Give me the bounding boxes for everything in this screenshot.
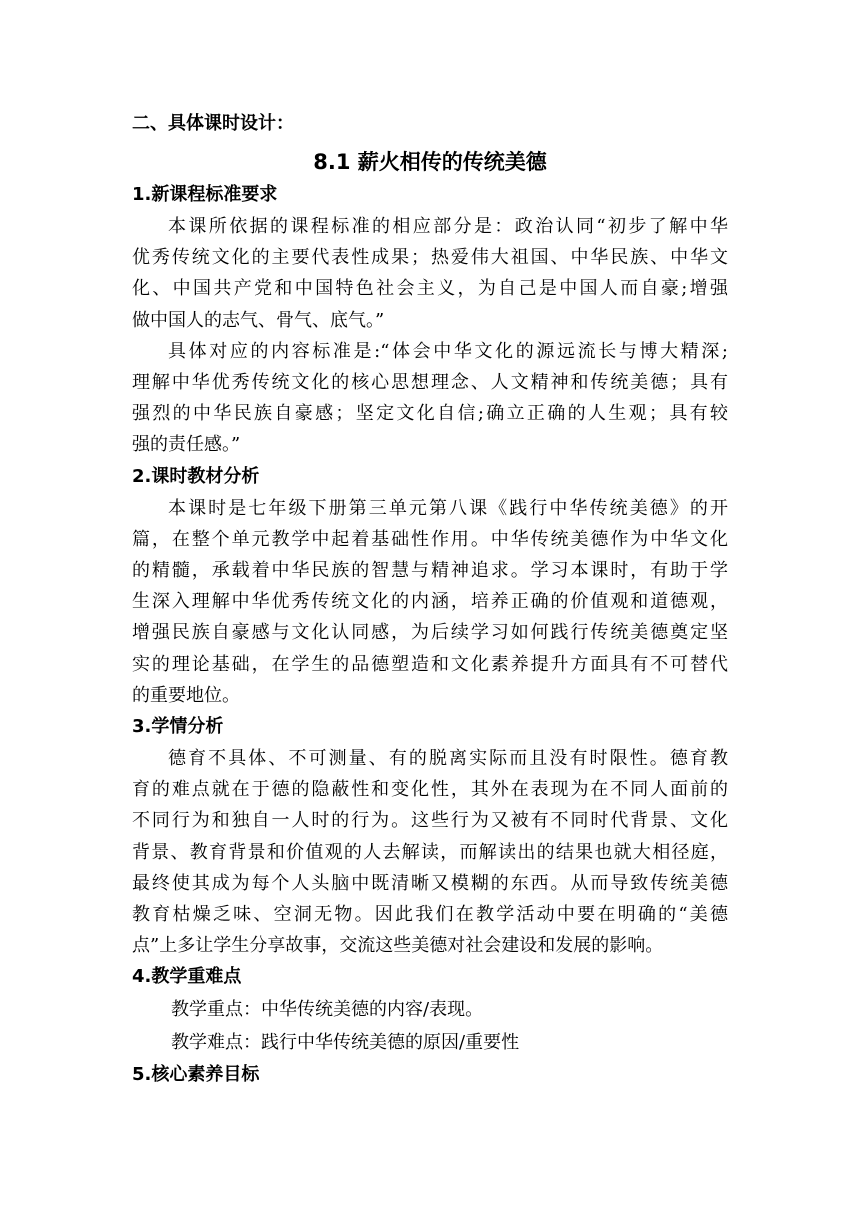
- paragraph-line: 教育枯燥乏味、空洞无物。因此我们在教学活动中要在明确的“美德: [132, 904, 728, 926]
- teaching-key-point: 教学重点：中华传统美德的内容/表现。: [171, 999, 484, 1021]
- paragraph-line: 生深入理解中华优秀传统文化的内涵，培养正确的价值观和道德观，: [132, 591, 728, 613]
- section-textbook-analysis: [132, 461, 728, 711]
- paragraph: [132, 493, 728, 711]
- lesson-title: 8.1 薪火相传的传统美德: [313, 150, 547, 174]
- paragraph-line: 增强民族自豪感与文化认同感，为后续学习如何践行传统美德奠定坚: [132, 622, 728, 644]
- paragraph-line: 本课时是七年级下册第三单元第八课《践行中华传统美德》的开: [168, 497, 728, 519]
- paragraph: [132, 336, 728, 461]
- paragraph-line: 理解中华优秀传统文化的核心思想理念、人文精神和传统美德；具有: [132, 372, 728, 394]
- paragraph-line: 实的理论基础，在学生的品德塑造和文化素养提升方面具有不可替代: [132, 653, 728, 675]
- paragraph: [132, 211, 728, 336]
- section-curriculum-standards: [132, 179, 728, 461]
- paragraph-line: 的重要地位。: [132, 684, 240, 706]
- section-heading: 3.学情分析: [132, 716, 224, 738]
- paragraph-line: 本课所依据的课程标准的相应部分是：政治认同“初步了解中华: [168, 216, 728, 237]
- paragraph-line: 的精髓，承载着中华民族的智慧与精神追求。学习本课时，有助于学: [132, 560, 728, 582]
- section-heading: 1.新课程标准要求: [132, 184, 278, 205]
- section-heading: 2.课时教材分析: [132, 465, 260, 487]
- paragraph: [132, 743, 728, 961]
- section-heading: 4.教学重难点: [132, 966, 242, 988]
- paragraph-line: 背景、教育背景和价值观的人去解读，而解读出的结果也就大相径庭，: [132, 841, 728, 863]
- paragraph-line: 做中国人的志气、骨气、底气。”: [132, 309, 385, 331]
- section-core-competency-goals: [132, 1059, 728, 1091]
- paragraph-line: 点”上多让学生分享故事，交流这些美德对社会建设和发展的影响。: [132, 935, 664, 957]
- paragraph-line: 篇，在整个单元教学中起着基础性作用。中华传统美德作为中华文化: [132, 528, 728, 550]
- section-learner-analysis: [132, 711, 728, 961]
- document-page: [132, 108, 728, 1091]
- paragraph-line: 最终使其成为每个人头脑中既清晰又模糊的东西。从而导致传统美德: [132, 872, 728, 894]
- teaching-difficult-point: 教学难点：践行中华传统美德的原因/重要性: [171, 1032, 520, 1054]
- paragraph-line: 育的难点就在于德的隐蔽性和变化性，其外在表现为在不同人面前的: [132, 779, 728, 801]
- paragraph-line: 具体对应的内容标准是:“体会中华文化的源远流长与博大精深;: [168, 340, 728, 362]
- paragraph-line: 化、中国共产党和中国特色社会主义，为自己是中国人而自豪;增强: [132, 278, 728, 300]
- paragraph-line: 优秀传统文化的主要代表性成果；热爱伟大祖国、中华民族、中华文: [132, 247, 728, 269]
- section-key-difficult-points: [132, 961, 728, 1059]
- paragraph-line: 强烈的中华民族自豪感；坚定文化自信;确立正确的人生观；具有较: [132, 403, 728, 425]
- paragraph-line: 强的责任感。”: [132, 434, 241, 456]
- section-heading: 5.核心素养目标: [132, 1064, 260, 1086]
- paragraph-line: 不同行为和独自一人时的行为。这些行为又被有不同时代背景、文化: [132, 810, 728, 832]
- document-heading: 二、具体课时设计：: [132, 113, 294, 134]
- paragraph-line: 德育不具体、不可测量、有的脱离实际而且没有时限性。德育教: [168, 748, 728, 770]
